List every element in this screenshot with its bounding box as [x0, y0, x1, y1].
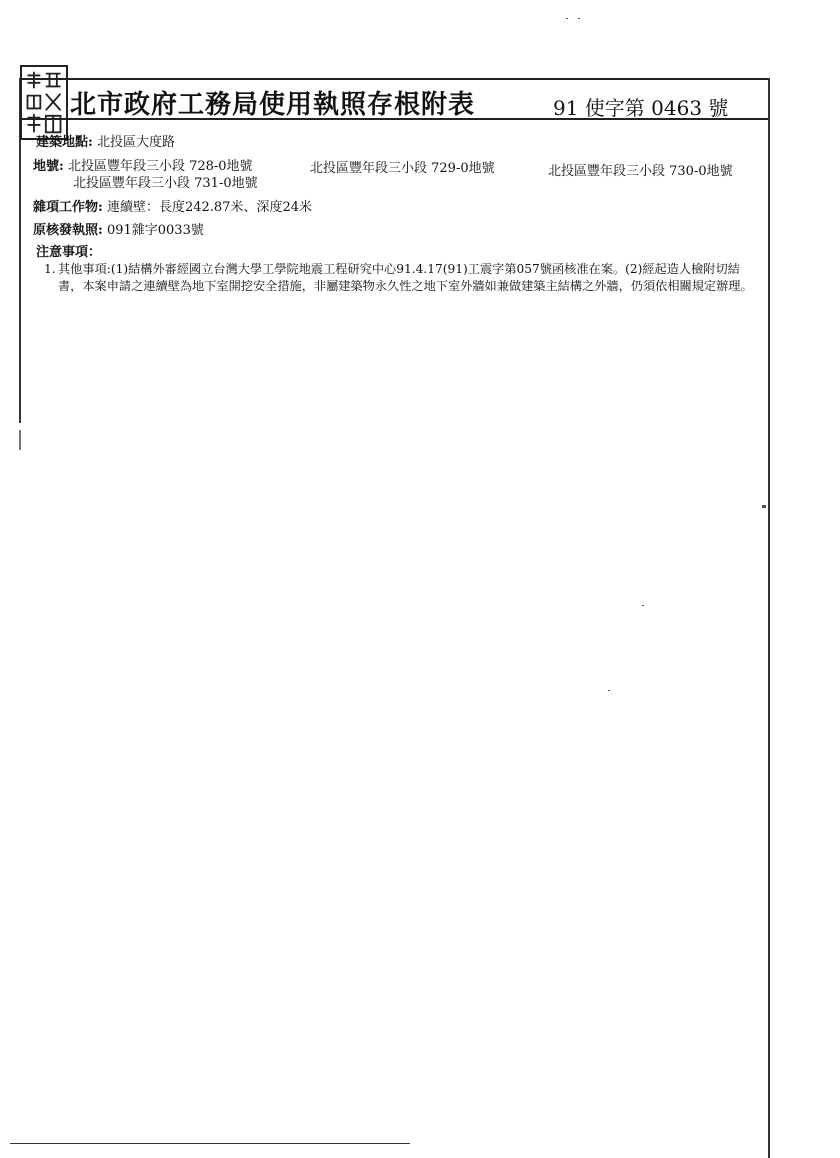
original-permit-value: 091雜字0033號	[106, 223, 204, 238]
land-number-item: 北投區豐年段三小段 728-0地號	[67, 159, 253, 174]
land-number-label: 地號:	[33, 159, 64, 174]
bottom-rule	[10, 1143, 410, 1144]
address-label: 建築地點:	[36, 135, 93, 150]
frame-top-border	[20, 78, 770, 80]
frame-right-border	[768, 78, 770, 1158]
scan-speck	[642, 605, 644, 606]
notes-title: 注意事項：	[36, 245, 102, 260]
misc-works-label: 雜項工作物:	[33, 200, 103, 215]
scan-speck	[608, 690, 610, 691]
scan-speck	[566, 18, 568, 19]
frame-left-fragment	[19, 430, 21, 450]
address-value: 北投區大度路	[96, 135, 175, 150]
scan-speck	[578, 18, 580, 19]
misc-works-value: 連續壁：長度242.87米、深度24米	[106, 200, 312, 215]
original-permit-label: 原核發執照:	[33, 223, 103, 238]
note-number: 1.	[44, 262, 56, 276]
seal-graphic	[22, 67, 66, 138]
original-permit-row	[33, 219, 204, 238]
land-number-item: 北投區豐年段三小段 730-0地號	[548, 164, 733, 179]
land-number-item: 北投區豐年段三小段 731-0地號	[73, 176, 258, 191]
document-title: 北市政府工務局使用執照存根附表	[70, 90, 476, 120]
land-number-item: 北投區豐年段三小段 729-0地號	[310, 161, 495, 176]
permit-number: 91 使字第 0463 號	[553, 96, 729, 120]
official-seal-stamp	[20, 65, 68, 140]
note-text: 其他事項:(1)結構外審經國立台灣大學工學院地震工程研究中心91.4.17(91)工震字第057號函核准在案。(2)經起造人檢附切結書，本案申請之連續壁為地下室開挖安全措施，非屬建築物永久性之地下室外牆如兼做建築主結構之外牆，仍須依相關規定辦理。	[58, 262, 753, 293]
scan-speck	[762, 505, 766, 508]
misc-works-row	[33, 196, 312, 215]
address-row	[36, 131, 175, 150]
note-item	[44, 261, 762, 295]
